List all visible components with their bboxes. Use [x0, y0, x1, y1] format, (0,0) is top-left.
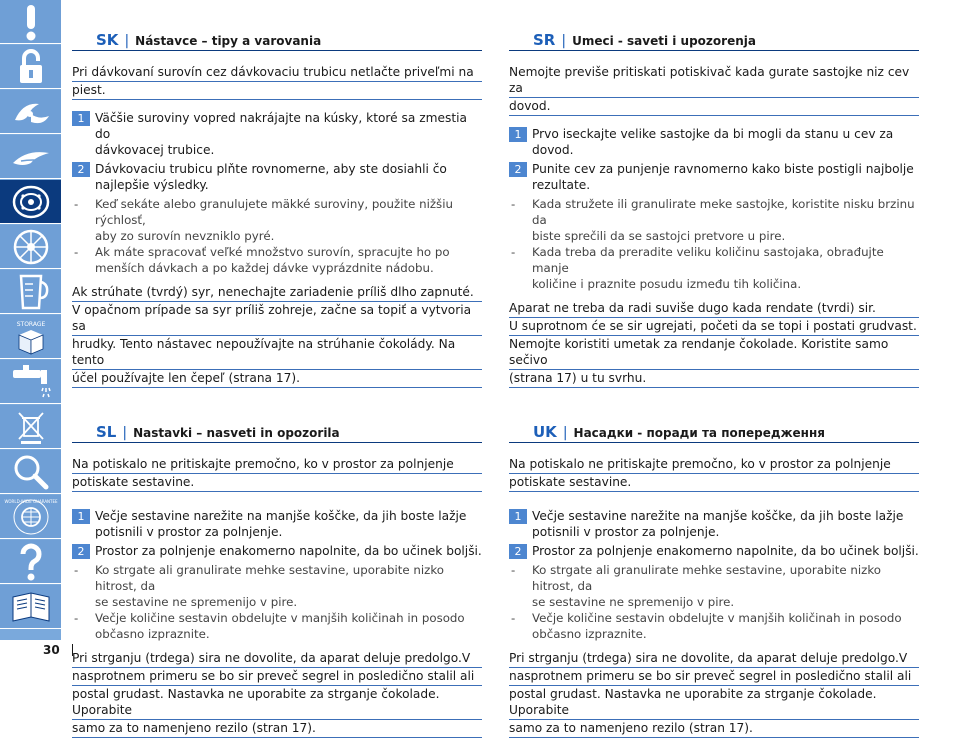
step-item	[72, 543, 482, 559]
tip-text: Večje količine sestavin obdelujte v manjših količinah in posodo	[532, 611, 902, 625]
step-number: 2	[509, 162, 527, 177]
chopping-disc-icon[interactable]	[0, 225, 61, 269]
storage-box-icon[interactable]	[0, 315, 61, 359]
section-title: Nástavce – tipy a varovania	[135, 34, 322, 48]
step-text: dávkovacej trubice.	[95, 143, 215, 157]
step-item	[509, 508, 919, 540]
step-number: 1	[509, 509, 527, 524]
section-title: Nastavki – nasveti in opozorila	[133, 426, 340, 440]
tap-icon[interactable]	[0, 360, 61, 404]
left-column	[72, 32, 482, 748]
step-text: Dávkovaciu trubicu plňte rovnomerne, aby ste dosiahli čo	[95, 162, 447, 176]
tip-text: Kada treba da preradite veliku količinu sastojaka, obrađujte manje	[532, 245, 884, 275]
tip-text: Ak máte spracovať veľké množstvo surovín, spracujte ho po	[95, 245, 450, 259]
step-item	[509, 161, 919, 193]
tip-item	[509, 610, 919, 642]
heading-separator: |	[122, 425, 128, 441]
step-item	[72, 508, 482, 540]
tip-item	[72, 244, 482, 276]
manual-book-icon[interactable]	[0, 585, 61, 629]
storage-label: STORAGE	[16, 320, 45, 328]
language-code: SL	[96, 423, 117, 441]
heading-separator: |	[124, 33, 130, 49]
tip-text: menších dávkach a po každej dávke vyprázdnite nádobu.	[95, 261, 434, 275]
dash-bullet: -	[74, 197, 79, 211]
page-number: 30	[43, 643, 60, 657]
step-number: 2	[72, 544, 90, 559]
dash-bullet: -	[511, 563, 516, 577]
warning-line: U suprotnom će se sir ugrejati, početi da se topi i postati grudvast.	[509, 318, 919, 336]
dash-bullet: -	[74, 563, 79, 577]
tip-text: se sestavine ne spremenijo v pire.	[532, 595, 735, 609]
step-number: 1	[72, 509, 90, 524]
warning-line: nasprotnem primeru se bo sir preveč segrel in posledično stalil ali	[72, 668, 482, 686]
dash-bullet: -	[511, 197, 516, 211]
section-heading-sk	[72, 32, 482, 51]
warning-line: Pri strganju (trdega) sira ne dovolite, da aparat deluje predolgo.V	[72, 650, 482, 668]
step-list	[72, 508, 482, 642]
step-text: Večje sestavine narežite na manjše koščke, da jih boste lažje	[532, 509, 904, 523]
warning-line: V opačnom prípade sa syr príliš zohreje, začne sa topiť a vytvoria sa	[72, 302, 482, 336]
tip-item	[72, 196, 482, 244]
dash-bullet: -	[511, 245, 516, 259]
right-column	[509, 32, 919, 748]
guarantee-label: WORLD-WIDE GUARANTEE	[3, 498, 58, 504]
grater-disc-icon[interactable]	[0, 180, 61, 224]
step-text: potisnili v prostor za polnjenje.	[532, 525, 720, 539]
step-text: Prostor za polnjenje enakomerno napolnite, da bo učinek boljši.	[95, 544, 482, 558]
tip-item	[72, 562, 482, 610]
step-text: Prvo iseckajte velike sastojke da bi mogli da stanu u cev za dovod.	[532, 127, 894, 157]
step-item	[509, 126, 919, 158]
language-code: SK	[96, 31, 119, 49]
tip-text: Ko strgate ali granulirate mehke sestavine, uporabite nizko hitrost, da	[95, 563, 444, 593]
warning-line: Pri strganju (trdega) sira ne dovolite, da aparat deluje predolgo.V	[509, 650, 919, 668]
warning-line: samo za to namenjeno rezilo (stran 17).	[509, 720, 919, 738]
warning-line: samo za to namenjeno rezilo (stran 17).	[72, 720, 482, 738]
section-heading-sl	[72, 424, 482, 443]
blade-icon[interactable]	[0, 135, 61, 179]
section-heading-uk	[509, 424, 919, 443]
tip-text: Keď sekáte alebo granulujete mäkké suroviny, použite nižšiu rýchlosť,	[95, 197, 453, 227]
step-item	[72, 110, 482, 158]
tip-item	[72, 610, 482, 642]
section-title: Umeci - saveti i upozorenja	[572, 34, 756, 48]
tip-text: občasno izpraznite.	[95, 627, 210, 641]
step-number: 1	[509, 127, 527, 142]
warning-line: hrudky. Tento nástavec nepoužívajte na strúhanie čokolády. Na tento	[72, 336, 482, 370]
step-list	[72, 110, 482, 276]
step-text: rezultate.	[532, 178, 591, 192]
warning-line: postal grudast. Nastavka ne uporabite za strganje čokolade. Uporabite	[509, 686, 919, 720]
section-heading-sr	[509, 32, 919, 51]
heading-separator: |	[562, 425, 568, 441]
tip-text: občasno izpraznite.	[532, 627, 647, 641]
warning-line: piest.	[72, 82, 482, 100]
tip-item	[509, 196, 919, 244]
language-code: SR	[533, 31, 556, 49]
question-icon[interactable]	[0, 540, 61, 584]
warning-line: potiskate sestavine.	[509, 474, 919, 492]
tip-text: količine i praznite posudu između tih količina.	[532, 277, 802, 291]
warning-line: Pri dávkovaní surovín cez dávkovaciu trubicu netlačte priveľmi na	[72, 64, 482, 82]
warning-line: dovod.	[509, 98, 919, 116]
step-text: najlepšie výsledky.	[95, 178, 209, 192]
dash-bullet: -	[74, 611, 79, 625]
warning-line: potiskate sestavine.	[72, 474, 482, 492]
step-number: 2	[509, 544, 527, 559]
step-number: 2	[72, 162, 90, 177]
warning-line: Na potiskalo ne pritiskajte premočno, ko v prostor za polnjenje	[509, 456, 919, 474]
tip-text: Kada stružete ili granulirate meke sastojke, koristite nisku brzinu da	[532, 197, 915, 227]
magnifier-icon[interactable]	[0, 450, 61, 494]
warning-line: Nemojte previše pritiskati potiskivač kada gurate sastojke niz cev za	[509, 64, 919, 98]
step-text: potisnili v prostor za polnjenje.	[95, 525, 283, 539]
dash-bullet: -	[74, 245, 79, 259]
step-number: 1	[72, 111, 90, 126]
icon-sidebar	[0, 0, 61, 640]
warning-line: Aparat ne treba da radi suviše dugo kada rendate (tvrdi) sir.	[509, 300, 919, 318]
warning-line: Nemojte koristiti umetak za rendanje čokolade. Koristite samo sečivo	[509, 336, 919, 370]
page-footer	[43, 643, 73, 657]
padlock-icon[interactable]	[0, 45, 61, 89]
warning-line: (strana 17) u tu svrhu.	[509, 370, 919, 388]
heading-separator: |	[561, 33, 567, 49]
warning-line: účel používajte len čepeľ (strana 17).	[72, 370, 482, 388]
tip-item	[509, 562, 919, 610]
step-item	[509, 543, 919, 559]
step-list	[509, 126, 919, 292]
warning-line: Na potiskalo ne pritiskajte premočno, ko v prostor za polnjenje	[72, 456, 482, 474]
step-text: Punite cev za punjenje ravnomerno kako biste postigli najbolje	[532, 162, 914, 176]
jug-icon[interactable]	[0, 270, 61, 314]
world-guarantee-icon[interactable]	[0, 495, 61, 539]
tip-text: se sestavine ne spremenijo v pire.	[95, 595, 298, 609]
exclamation-icon[interactable]	[0, 0, 61, 44]
tip-text: Večje količine sestavin obdelujte v manjših količinah in posodo	[95, 611, 465, 625]
crossed-bin-icon[interactable]	[0, 405, 61, 449]
step-text: Väčšie suroviny vopred nakrájajte na kúsky, ktoré sa zmestia do	[95, 111, 467, 141]
dash-bullet: -	[511, 611, 516, 625]
language-code: UK	[533, 423, 557, 441]
tip-text: Ko strgate ali granulirate mehke sestavine, uporabite nizko hitrost, da	[532, 563, 881, 593]
section-title: Насадки - поради та попередження	[573, 426, 825, 440]
tip-text: biste sprečili da se sastojci pretvore u pire.	[532, 229, 786, 243]
mixer-blade-icon[interactable]	[0, 90, 61, 134]
step-item	[72, 161, 482, 193]
tip-item	[509, 244, 919, 292]
step-list	[509, 508, 919, 642]
warning-line: nasprotnem primeru se bo sir preveč segrel in posledično stalil ali	[509, 668, 919, 686]
step-text: Prostor za polnjenje enakomerno napolnite, da bo učinek boljši.	[532, 544, 919, 558]
warning-line: postal grudast. Nastavka ne uporabite za strganje čokolade. Uporabite	[72, 686, 482, 720]
tip-text: aby zo surovín nevzniklo pyré.	[95, 229, 275, 243]
warning-line: Ak strúhate (tvrdý) syr, nenechajte zariadenie príliš dlho zapnuté.	[72, 284, 482, 302]
step-text: Večje sestavine narežite na manjše koščke, da jih boste lažje	[95, 509, 467, 523]
